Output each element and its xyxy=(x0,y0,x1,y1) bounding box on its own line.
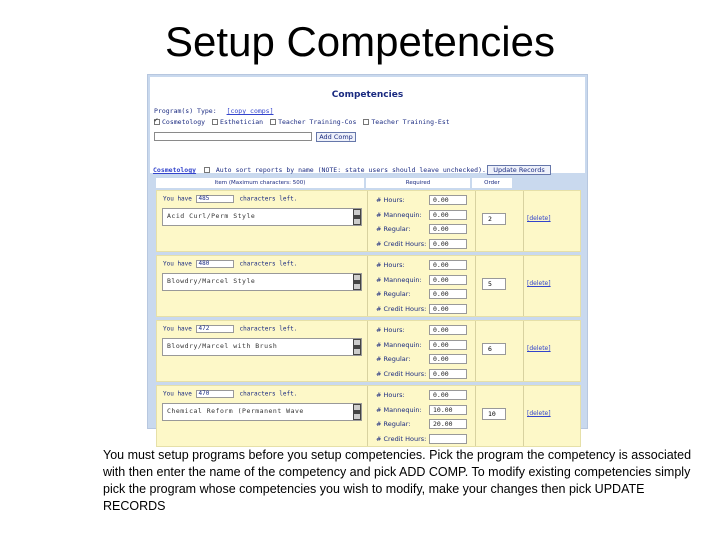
auto-sort-label: Auto sort reports by name (NOTE: state users should leave unchecked). xyxy=(215,166,486,174)
hours-label: # Credit Hours: xyxy=(376,369,427,378)
hours-label: # Mannequin: xyxy=(376,210,422,219)
hours-input[interactable]: 0.00 xyxy=(429,390,467,400)
chars-prefix: You have xyxy=(163,390,196,398)
competency-name-text: Blowdry/Marcel with Brush xyxy=(167,342,278,350)
hours-label: # Hours: xyxy=(376,326,405,334)
hours-row xyxy=(373,352,473,366)
hours-label: # Regular: xyxy=(376,355,411,363)
required-hours-cell xyxy=(373,321,473,381)
competency-cell xyxy=(159,191,365,251)
hours-row xyxy=(373,338,473,352)
program-type-row xyxy=(154,107,274,115)
competency-name-input[interactable] xyxy=(154,132,312,141)
slide-caption: You must setup programs before you setup competencies. Pick the program the competency is associated with then enter the name of the competency and pick ADD COMP. To modify existing competencies simply pick the program whose competencies you wish to modify, make your changes then pick UPDATE RECORDS xyxy=(103,448,692,513)
slide-title: Setup Competencies xyxy=(165,18,555,65)
chars-left-count: 470 xyxy=(196,390,234,398)
delete-link[interactable]: [delete] xyxy=(527,410,551,417)
competency-name-textarea[interactable] xyxy=(162,273,362,291)
order-cell xyxy=(479,191,523,251)
hours-label: # Hours: xyxy=(376,391,405,399)
program-checkbox[interactable] xyxy=(212,119,218,125)
category-name-link[interactable]: Cosmetology xyxy=(153,166,197,174)
delete-link[interactable]: [delete] xyxy=(527,280,551,287)
hours-input[interactable]: 0.00 xyxy=(429,210,467,220)
program-checkbox[interactable] xyxy=(270,119,276,125)
auto-sort-checkbox[interactable] xyxy=(204,167,210,173)
hours-label: # Credit Hours: xyxy=(376,434,427,443)
column-divider xyxy=(523,321,524,381)
hours-label: # Credit Hours: xyxy=(376,304,427,313)
program-checkboxes xyxy=(154,118,457,126)
hours-row xyxy=(373,323,473,337)
hours-input[interactable]: 0.00 xyxy=(429,325,467,335)
hours-row xyxy=(373,222,473,236)
hours-label: # Regular: xyxy=(376,225,411,233)
chars-left-count: 485 xyxy=(196,195,234,203)
competency-name-text: Blowdry/Marcel Style xyxy=(167,277,256,285)
order-cell xyxy=(479,256,523,316)
order-input[interactable]: 2 xyxy=(482,213,506,225)
textarea-scrollbar[interactable] xyxy=(353,339,361,355)
characters-left xyxy=(163,390,297,398)
hours-row xyxy=(373,208,473,222)
hours-row xyxy=(373,388,473,402)
hours-input[interactable]: 0.00 xyxy=(429,275,467,285)
program-type-label: Program(s) Type: xyxy=(154,107,217,115)
program-checkbox[interactable] xyxy=(363,119,369,125)
hours-row xyxy=(373,417,473,431)
hours-input[interactable]: 0.00 xyxy=(429,239,467,249)
hours-label: # Hours: xyxy=(376,196,405,204)
order-input[interactable]: 5 xyxy=(482,278,506,290)
required-hours-cell xyxy=(373,386,473,446)
copy-comps-link[interactable]: [copy comps] xyxy=(226,107,274,115)
hours-input[interactable]: 0.00 xyxy=(429,289,467,299)
hours-label: # Regular: xyxy=(376,290,411,298)
competency-cell xyxy=(159,321,365,381)
update-records-button[interactable]: Update Records xyxy=(487,165,551,175)
column-divider xyxy=(475,321,476,381)
program-label: Teacher Training-Cos xyxy=(278,118,357,126)
hours-input[interactable]: 0.00 xyxy=(429,260,467,270)
competency-row xyxy=(156,190,581,252)
chars-suffix: characters left. xyxy=(239,260,298,268)
chars-suffix: characters left. xyxy=(239,195,298,203)
program-option[interactable] xyxy=(154,118,205,126)
hours-label: # Mannequin: xyxy=(376,340,422,349)
competency-name-textarea[interactable] xyxy=(162,208,362,226)
hours-input[interactable]: 0.00 xyxy=(429,340,467,350)
hours-row xyxy=(373,193,473,207)
program-panel xyxy=(150,77,585,173)
program-option[interactable] xyxy=(270,118,356,126)
hours-label: # Credit Hours: xyxy=(376,239,427,248)
competency-name-textarea[interactable] xyxy=(162,403,362,421)
hours-row xyxy=(373,302,473,316)
hours-row xyxy=(373,403,473,417)
app-screenshot xyxy=(147,74,588,443)
column-divider xyxy=(523,191,524,251)
characters-left xyxy=(163,260,297,268)
program-label: Esthetician xyxy=(220,118,264,126)
program-label: Cosmetology xyxy=(162,118,206,126)
competency-name-text: Acid Curl/Perm Style xyxy=(167,212,256,220)
program-label: Teacher Training-Est xyxy=(371,118,450,126)
column-divider xyxy=(367,386,368,446)
hours-input[interactable]: 10.00 xyxy=(429,405,467,415)
column-divider xyxy=(475,256,476,316)
column-divider xyxy=(475,386,476,446)
column-header-item: Item (Maximum characters: 500) xyxy=(156,178,364,188)
required-hours-cell xyxy=(373,256,473,316)
chars-prefix: You have xyxy=(163,260,196,268)
column-divider xyxy=(523,386,524,446)
hours-row xyxy=(373,273,473,287)
textarea-scrollbar[interactable] xyxy=(353,209,361,225)
column-divider xyxy=(475,191,476,251)
program-checkbox[interactable] xyxy=(154,119,160,125)
program-option[interactable] xyxy=(363,118,449,126)
order-input[interactable]: 6 xyxy=(482,343,506,355)
hours-label: # Mannequin: xyxy=(376,405,422,414)
order-input[interactable]: 10 xyxy=(482,408,506,420)
competency-row xyxy=(156,320,581,382)
competency-cell xyxy=(159,256,365,316)
characters-left xyxy=(163,195,297,203)
competency-name-text: Chemical Reform (Permanent Wave xyxy=(167,407,304,415)
chars-prefix: You have xyxy=(163,325,196,333)
characters-left xyxy=(163,325,297,333)
hours-input[interactable]: 0.00 xyxy=(429,354,467,364)
chars-left-count: 480 xyxy=(196,260,234,268)
add-comp-button[interactable]: Add Comp xyxy=(316,132,356,142)
hours-label: # Hours: xyxy=(376,261,405,269)
page-title: Competencies xyxy=(331,90,404,100)
hours-input[interactable]: 20.00 xyxy=(429,419,467,429)
column-header-required: Required xyxy=(366,178,470,188)
hours-row xyxy=(373,367,473,381)
column-divider xyxy=(523,256,524,316)
column-divider xyxy=(367,256,368,316)
hours-input[interactable]: 0.00 xyxy=(429,195,467,205)
column-divider xyxy=(367,191,368,251)
chars-prefix: You have xyxy=(163,195,196,203)
textarea-scrollbar[interactable] xyxy=(353,404,361,420)
delete-link[interactable]: [delete] xyxy=(527,215,551,222)
hours-row xyxy=(373,287,473,301)
hours-row xyxy=(373,237,473,251)
hours-input[interactable]: 0.00 xyxy=(429,304,467,314)
hours-row xyxy=(373,258,473,272)
order-cell xyxy=(479,321,523,381)
textarea-scrollbar[interactable] xyxy=(353,274,361,290)
competency-row xyxy=(156,385,581,447)
column-header-order: Order xyxy=(472,178,512,188)
program-option[interactable] xyxy=(212,118,263,126)
chars-left-count: 472 xyxy=(196,325,234,333)
hours-label: # Regular: xyxy=(376,420,411,428)
chars-suffix: characters left. xyxy=(239,390,298,398)
hours-row xyxy=(373,432,473,446)
hours-label: # Mannequin: xyxy=(376,275,422,284)
competency-cell xyxy=(159,386,365,446)
hours-input[interactable] xyxy=(429,434,467,444)
order-cell xyxy=(479,386,523,446)
column-divider xyxy=(367,321,368,381)
competency-row xyxy=(156,255,581,317)
required-hours-cell xyxy=(373,191,473,251)
delete-link[interactable]: [delete] xyxy=(527,345,551,352)
competency-name-textarea[interactable] xyxy=(162,338,362,356)
hours-input[interactable]: 0.00 xyxy=(429,224,467,234)
chars-suffix: characters left. xyxy=(239,325,298,333)
hours-input[interactable]: 0.00 xyxy=(429,369,467,379)
